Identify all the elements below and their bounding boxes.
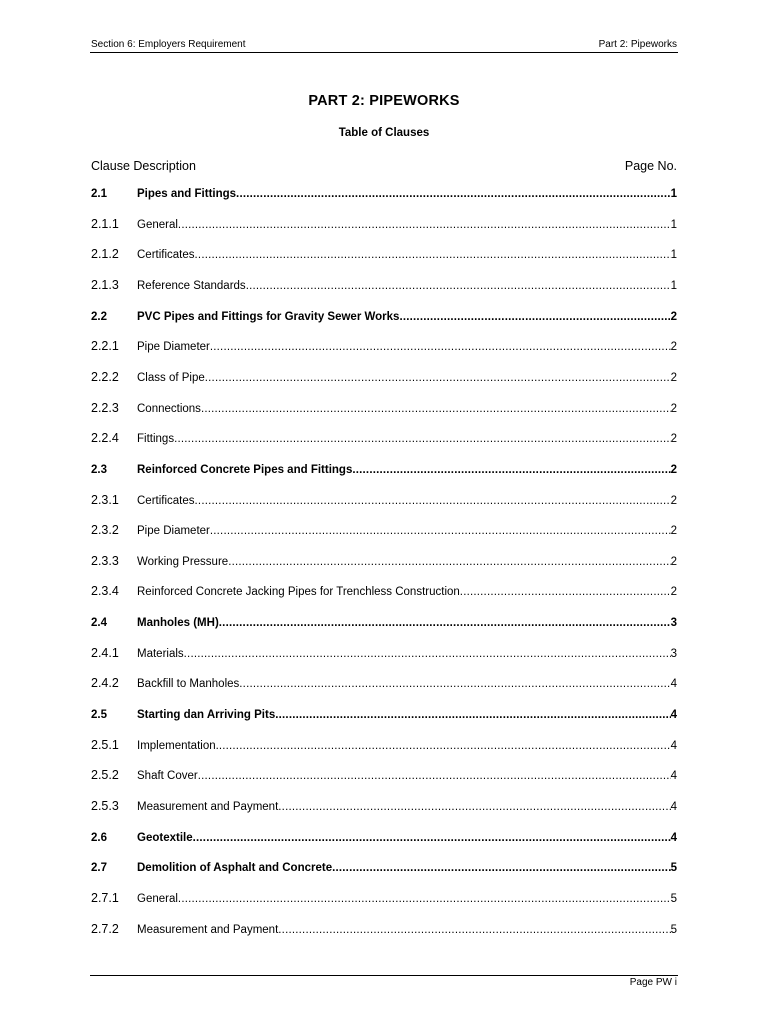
clause-description: Certificates	[137, 249, 195, 261]
page-number: 3	[670, 617, 677, 629]
clause-description: Shaft Cover	[137, 770, 198, 782]
clause-number: 2.1	[91, 188, 107, 200]
clause-description: Geotextile	[137, 832, 193, 844]
dot-leader	[246, 280, 671, 292]
clause-description: Measurement and Payment	[137, 801, 279, 813]
page-number: 1	[670, 249, 677, 261]
clause-number: 2.2	[91, 311, 107, 323]
toc-subsection-row	[91, 918, 677, 936]
dot-leader	[399, 311, 670, 323]
clause-description: Pipe Diameter	[137, 525, 210, 537]
toc-section-row	[91, 703, 677, 721]
toc-section-row	[91, 182, 677, 200]
dot-leader	[193, 832, 671, 844]
page-number: 5	[670, 862, 677, 874]
toc-section-row	[91, 458, 677, 476]
clause-description: Backfill to Manholes	[137, 678, 240, 690]
clause-description: Pipe Diameter	[137, 341, 210, 353]
clause-description: Reinforced Concrete Pipes and Fittings	[137, 464, 353, 476]
page-number: 4	[670, 832, 677, 844]
page-number: 3	[670, 648, 677, 660]
page-header-left: Section 6: Employers Requirement	[91, 39, 246, 50]
toc-subsection-row	[91, 672, 677, 690]
toc-subsection-row	[91, 274, 677, 292]
toc-section-row	[91, 305, 677, 323]
page-number: 2	[670, 464, 677, 476]
page-number: 1	[670, 219, 677, 231]
toc-section-row	[91, 856, 677, 874]
clause-number: 2.3.3	[91, 554, 119, 568]
toc-subsection-row	[91, 243, 677, 261]
page-number: 2	[670, 433, 677, 445]
dot-leader	[228, 556, 670, 568]
page-number: 2	[670, 403, 677, 415]
toc-subsection-row	[91, 366, 677, 384]
clause-number: 2.5.1	[91, 738, 119, 752]
clause-number: 2.7	[91, 862, 107, 874]
page-number: 2	[670, 556, 677, 568]
clause-description: PVC Pipes and Fittings for Gravity Sewer Works	[137, 311, 400, 323]
clause-description: General	[137, 219, 178, 231]
page-number: 2	[670, 341, 677, 353]
page-number: 4	[670, 770, 677, 782]
page-number: 4	[670, 801, 677, 813]
clause-number: 2.7.2	[91, 922, 119, 936]
dot-leader	[210, 341, 671, 353]
clause-number: 2.3.2	[91, 523, 119, 537]
toc-subsection-row	[91, 795, 677, 813]
clause-number: 2.4.2	[91, 676, 119, 690]
dot-leader	[178, 893, 671, 905]
page-number: 4	[670, 678, 677, 690]
dot-leader	[332, 862, 671, 874]
toc-subsection-row	[91, 580, 677, 598]
toc-subsection-row	[91, 734, 677, 752]
clause-description: Materials	[137, 648, 184, 660]
page-number: 2	[670, 372, 677, 384]
clause-description: Starting dan Arriving Pits	[137, 709, 276, 721]
clause-number: 2.7.1	[91, 891, 119, 905]
clause-number: 2.2.4	[91, 431, 119, 445]
clause-description: General	[137, 893, 178, 905]
clause-number: 2.2.3	[91, 401, 119, 415]
dot-leader	[205, 372, 671, 384]
clause-number: 2.1.2	[91, 247, 119, 261]
toc-subsection-row	[91, 887, 677, 905]
clause-description: Measurement and Payment	[137, 924, 279, 936]
dot-leader	[278, 924, 670, 936]
clause-description: Fittings	[137, 433, 175, 445]
toc-subsection-row	[91, 519, 677, 537]
toc-subtitle: Table of Clauses	[338, 127, 430, 139]
clause-description: Certificates	[137, 495, 195, 507]
clause-description: Working Pressure	[137, 556, 229, 568]
page-number: 4	[670, 740, 677, 752]
dot-leader	[178, 219, 671, 231]
clause-description: Demolition of Asphalt and Concrete	[137, 862, 333, 874]
dot-leader	[174, 433, 671, 445]
toc-subsection-row	[91, 489, 677, 507]
clause-description: Class of Pipe	[137, 372, 205, 384]
page-number: 1	[670, 280, 677, 292]
page-number: 2	[670, 495, 677, 507]
clause-description: Reference Standards	[137, 280, 246, 292]
clause-number: 2.5.2	[91, 768, 119, 782]
clause-number: 2.2.2	[91, 370, 119, 384]
clause-number: 2.3	[91, 464, 107, 476]
toc-subsection-row	[91, 213, 677, 231]
dot-leader	[275, 709, 670, 721]
page-footer: Page PW i	[629, 977, 677, 988]
dot-leader	[239, 678, 670, 690]
toc-subsection-row	[91, 764, 677, 782]
dot-leader	[236, 188, 671, 200]
dot-leader	[460, 586, 671, 598]
clause-description: Pipes and Fittings	[137, 188, 237, 200]
clause-description: Implementation.	[137, 740, 219, 752]
page-number: 2	[670, 525, 677, 537]
footer-rule	[90, 975, 678, 976]
page-number: 5	[670, 924, 677, 936]
column-header-page: Page No.	[624, 159, 677, 173]
toc-subsection-row	[91, 335, 677, 353]
clause-number: 2.2.1	[91, 339, 119, 353]
clause-number: 2.1.1	[91, 217, 119, 231]
page-number: 2	[670, 311, 677, 323]
dot-leader	[219, 617, 671, 629]
toc-section-row	[91, 611, 677, 629]
dot-leader	[210, 525, 671, 537]
clause-description: Manholes (MH)	[137, 617, 219, 629]
clause-number: 2.6	[91, 832, 107, 844]
toc-subsection-row	[91, 427, 677, 445]
clause-description: Connections	[137, 403, 201, 415]
clause-number: 2.5.3	[91, 799, 119, 813]
dot-leader	[219, 740, 671, 752]
page-number: 5	[670, 893, 677, 905]
clause-number: 2.4	[91, 617, 107, 629]
dot-leader	[278, 801, 670, 813]
clause-number: 2.4.1	[91, 646, 119, 660]
page-number: 1	[670, 188, 677, 200]
dot-leader	[195, 495, 671, 507]
page-header-right: Part 2: Pipeworks	[598, 39, 677, 50]
dot-leader	[195, 249, 671, 261]
clause-description: Reinforced Concrete Jacking Pipes for Trenchless Construction	[137, 586, 460, 598]
toc-section-row	[91, 826, 677, 844]
clause-number: 2.5	[91, 709, 107, 721]
document-title: PART 2: PIPEWORKS	[308, 93, 460, 109]
toc-subsection-row	[91, 397, 677, 415]
page-number: 2	[670, 586, 677, 598]
header-rule	[90, 52, 678, 53]
dot-leader	[201, 403, 671, 415]
column-header-clause: Clause Description	[91, 159, 196, 173]
toc-subsection-row	[91, 550, 677, 568]
dot-leader	[184, 648, 671, 660]
dot-leader	[198, 770, 671, 782]
page-number: 4	[670, 709, 677, 721]
toc-subsection-row	[91, 642, 677, 660]
clause-number: 2.3.4	[91, 584, 119, 598]
clause-number: 2.3.1	[91, 493, 119, 507]
dot-leader	[352, 464, 670, 476]
clause-number: 2.1.3	[91, 278, 119, 292]
